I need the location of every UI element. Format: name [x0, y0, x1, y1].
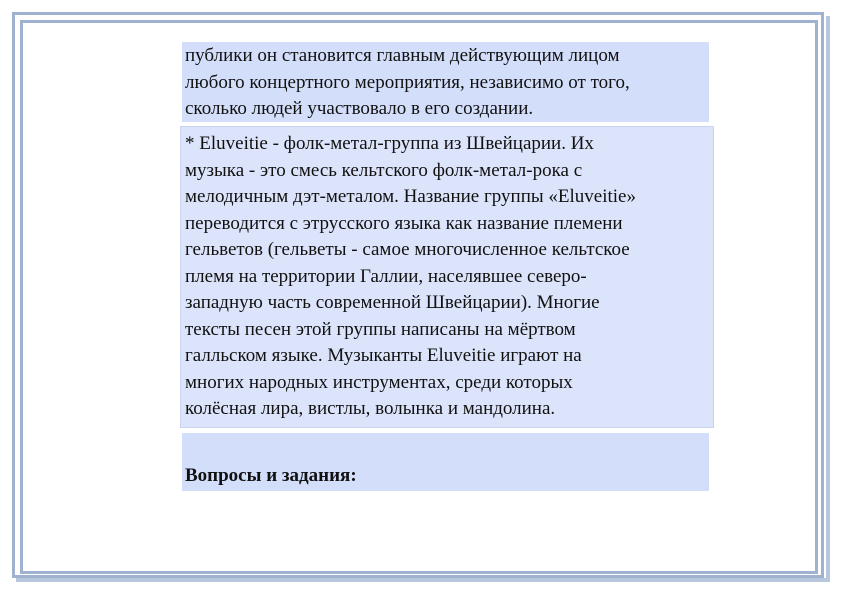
footnote-block [180, 126, 714, 428]
text-line: любого концертного мероприятия, независимо от того, [185, 71, 630, 93]
text-line: тексты песен этой группы написаны на мёртвом [185, 318, 576, 340]
text-line: публики он становится главным действующим лицом [185, 45, 620, 66]
text-block-top [182, 42, 709, 122]
questions-block [182, 433, 709, 491]
text-line: колёсная лира, вистлы, волынка и мандолина. [185, 398, 556, 419]
questions-heading: Вопросы и задания: [185, 465, 357, 486]
text-line: сколько людей участвовало в его создании. [185, 98, 534, 119]
text-line: музыка - это смесь кельтского фолк-метал-рока с [185, 159, 583, 181]
text-line: многих народных инструментах, среди которых [185, 371, 573, 393]
text-line: галльском языке. Музыканты Eluveitie играют на [185, 345, 582, 366]
text-line: западную часть современной Швейцарии). Многие [185, 292, 600, 313]
text-line: переводится с этрусского языка как название племени [185, 212, 623, 234]
text-line: племя на территории Галлии, населявшее северо- [185, 265, 587, 287]
text-line: гельветов (гельветы - самое многочисленное кельтское [185, 239, 630, 260]
text-line: мелодичным дэт-металом. Название группы «Eluveitie» [185, 186, 636, 207]
frame-shadow-right [826, 16, 830, 582]
text-line: * Eluveitie - фолк-метал-группа из Швейцарии. Их [185, 133, 594, 154]
frame-shadow-bottom [16, 578, 830, 582]
